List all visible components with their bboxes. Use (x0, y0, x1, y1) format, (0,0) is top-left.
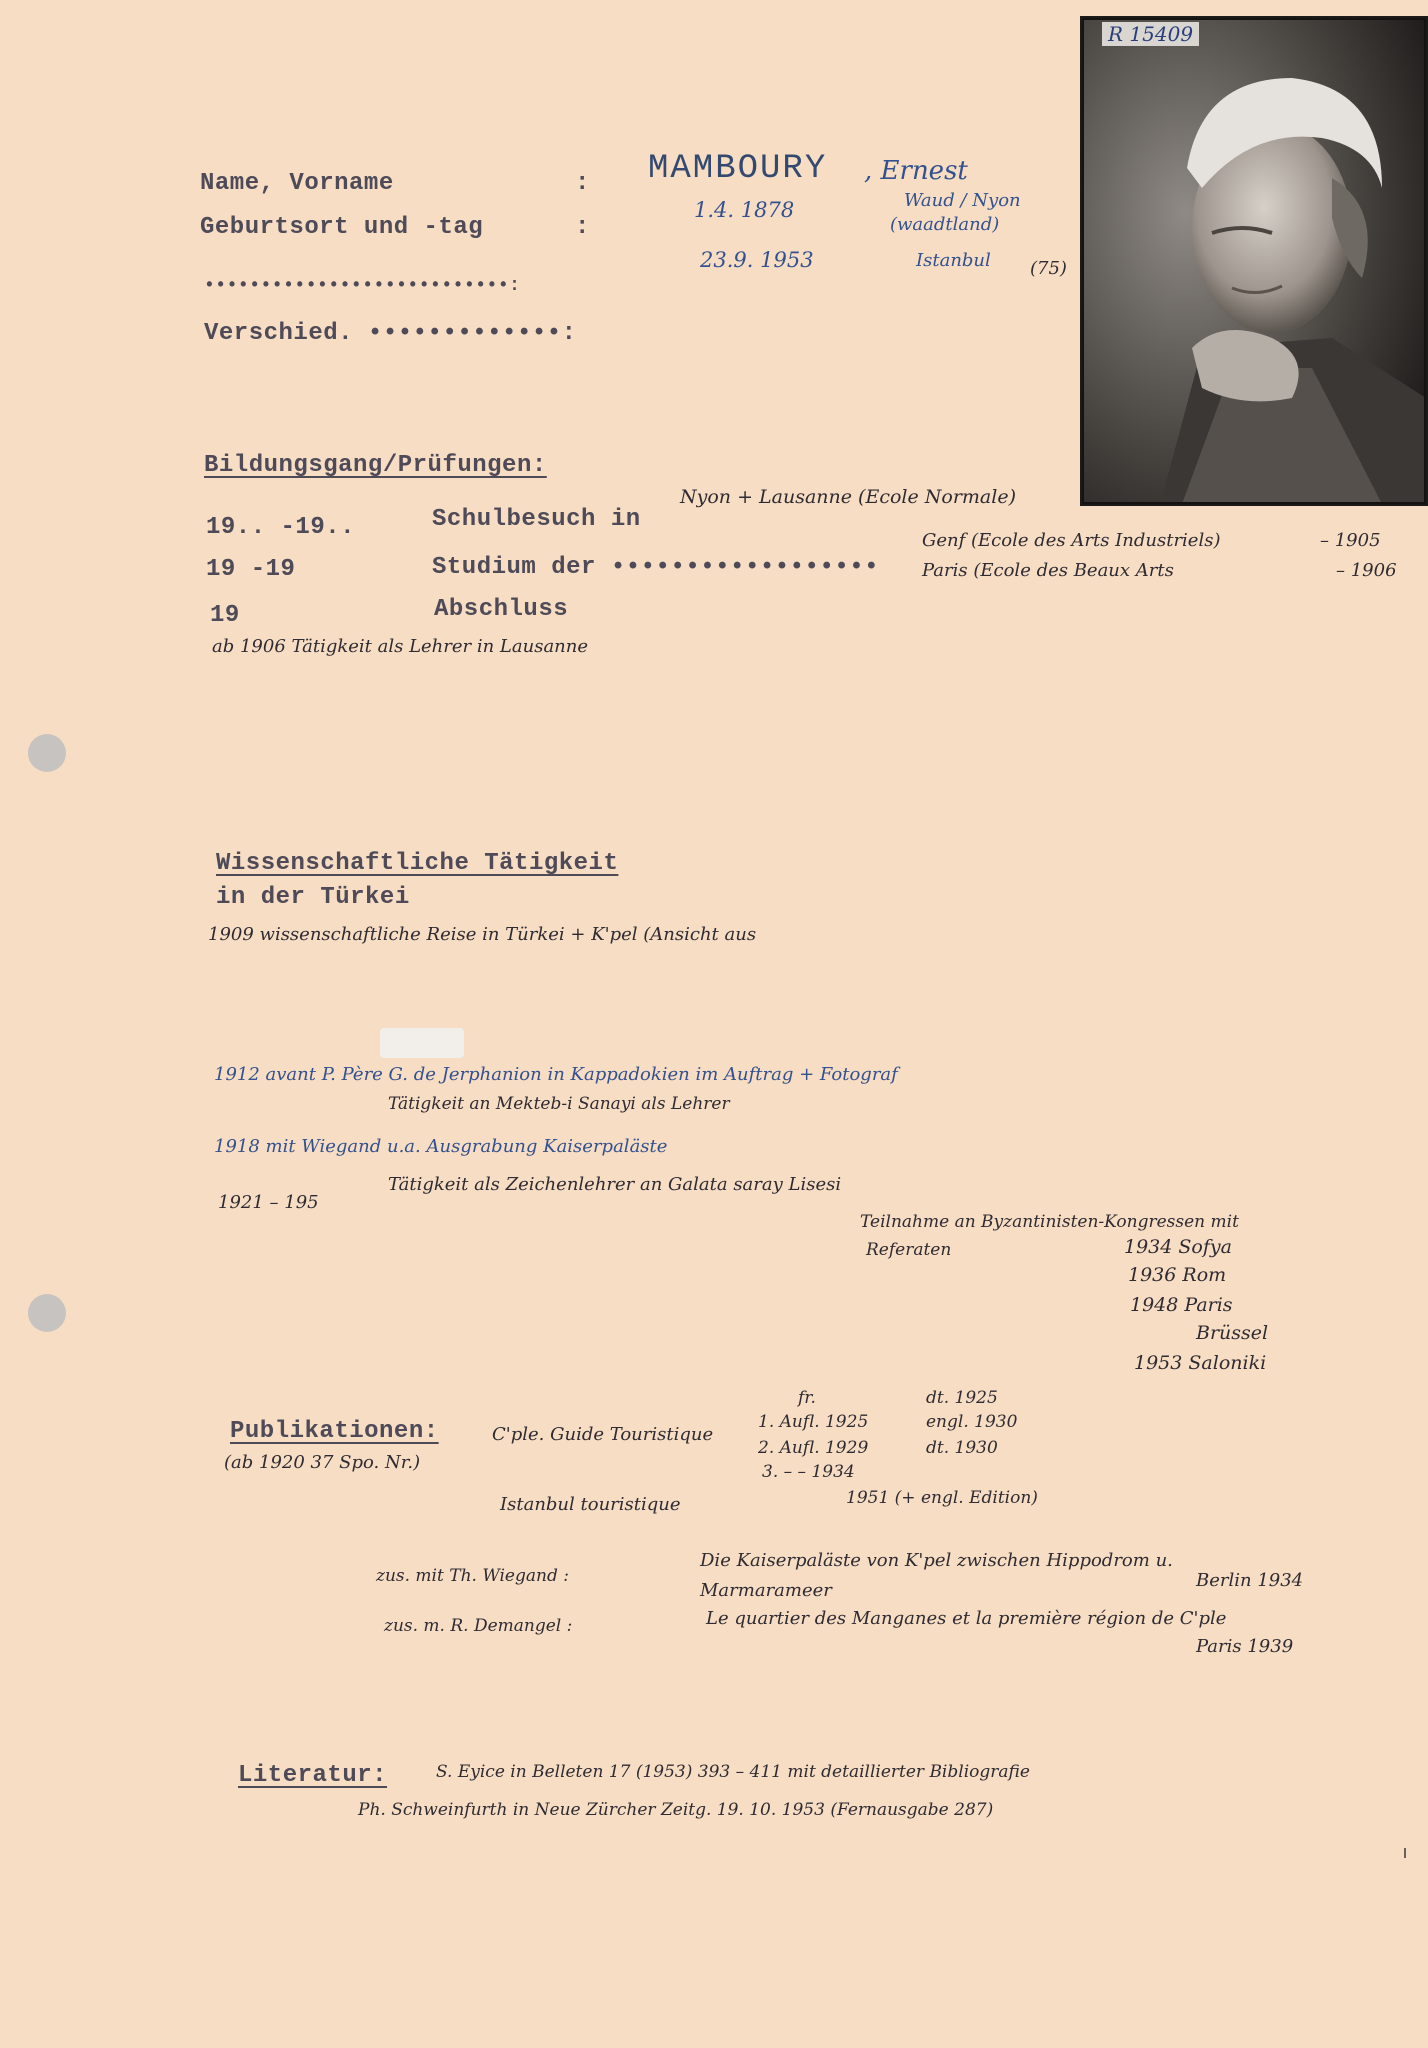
activity-subheading: in der Türkei (216, 884, 410, 911)
punch-hole-top (28, 734, 66, 772)
pub-wiegand-1: Die Kaiserpaläste von K'pel zwischen Hippodrom u. (700, 1550, 1173, 1571)
name-label: Name, Vorname (200, 170, 394, 197)
conference-1953: 1953 Saloniki (1134, 1352, 1267, 1374)
pub-fr-3: 3. – – 1934 (762, 1462, 855, 1482)
punch-hole-bottom (28, 1294, 66, 1332)
edu-year-2: 19 -19 (206, 556, 296, 583)
education-heading: Bildungsgang/Prüfungen: (204, 452, 547, 479)
edu-note: ab 1906 Tätigkeit als Lehrer in Lausanne (212, 636, 589, 657)
pub-fr-label: fr. (798, 1388, 816, 1408)
edu-year-1: 19.. -19.. (206, 514, 356, 541)
edu-label-1: Schulbesuch in (432, 506, 641, 533)
pub-de-2: engl. 1930 (926, 1412, 1018, 1432)
archive-number: R 15409 (1102, 22, 1199, 46)
study-entry-2-year: – 1906 (1336, 560, 1397, 581)
activity-1909: 1909 wissenschaftliche Reise in Türkei + K'pel (Ansicht aus (208, 924, 757, 945)
conference-1948: 1948 Paris (1130, 1294, 1233, 1316)
death-age: (75) (1030, 258, 1067, 279)
edu-label-3: Abschluss (434, 596, 569, 623)
pub-fr-1: 1. Aufl. 1925 (758, 1412, 869, 1432)
literature-schweinfurth: Ph. Schweinfurth in Neue Zürcher Zeitg. 19. 10. 1953 (Fernausgabe 287) (358, 1800, 994, 1820)
literature-eyice: S. Eyice in Belleten 17 (1953) 393 – 411 mit detaillierter Bibliografie (436, 1762, 1030, 1782)
name-colon: : (575, 170, 590, 197)
activity-1918: 1918 mit Wiegand u.a. Ausgrabung Kaiserpaläste (214, 1136, 668, 1157)
birth-place: Waud / Nyon (904, 190, 1021, 211)
birth-colon: : (575, 214, 590, 241)
publications-since: (ab 1920 37 Spo. Nr.) (224, 1452, 421, 1473)
activity-1912-b: Tätigkeit an Mekteb-i Sanayi als Lehrer (388, 1094, 730, 1114)
pencil-mark (1404, 1848, 1406, 1858)
birth-label: Geburtsort und -tag (200, 214, 484, 241)
pub-demangel-2: Paris 1939 (1196, 1636, 1294, 1657)
conference-1936: 1936 Rom (1128, 1264, 1227, 1286)
activity-1912: 1912 avant P. Père G. de Jerphanion in Kappadokien im Auftrag + Fotograf (214, 1064, 898, 1085)
edu-label-2: Studium der •••••••••••••••••• (432, 554, 880, 581)
portrait-photo (1080, 16, 1428, 506)
blank-line: •••••••••••••••••••••••••••: (204, 276, 521, 296)
pub-wiegand-2: Marmarameer (700, 1580, 832, 1601)
conference-bruessel: Brüssel (1196, 1322, 1269, 1344)
surname: MAMBOURY (648, 150, 828, 188)
pub-wiegand-label: zus. mit Th. Wiegand : (376, 1566, 569, 1586)
activity-1921: Tätigkeit als Zeichenlehrer an Galata saray Lisesi (388, 1174, 842, 1195)
death-label: Verschied. •••••••••••••: (204, 320, 577, 347)
pub-demangel-label: zus. m. R. Demangel : (384, 1616, 573, 1636)
activity-1921-years: 1921 – 195 (218, 1192, 319, 1213)
portrait-drawing (1082, 18, 1426, 504)
death-place: Istanbul (916, 250, 991, 271)
death-date: 23.9. 1953 (700, 248, 814, 272)
pub-de-1: dt. 1925 (926, 1388, 998, 1408)
correction-patch (380, 1028, 464, 1058)
study-entry-1: Genf (Ecole des Arts Industriels) (922, 530, 1221, 551)
birth-place-2: (waadtland) (890, 214, 1000, 235)
pub-de-3: dt. 1930 (926, 1438, 998, 1458)
activity-heading: Wissenschaftliche Tätigkeit (216, 850, 619, 877)
edu-year-3: 19 (210, 602, 240, 629)
school-entry: Nyon + Lausanne (Ecole Normale) (680, 486, 1016, 508)
study-entry-1-year: – 1905 (1320, 530, 1381, 551)
pub-wiegand-3: Berlin 1934 (1196, 1570, 1304, 1591)
pub-istanbul: Istanbul touristique (500, 1494, 681, 1515)
pub-demangel-1: Le quartier des Manganes et la première région de C'ple (706, 1608, 1227, 1629)
conference-intro: Teilnahme an Byzantinisten-Kongressen mit (860, 1212, 1239, 1232)
conference-intro-2: Referaten (866, 1240, 952, 1260)
birth-date: 1.4. 1878 (694, 198, 795, 222)
pub-fr-4: 1951 (+ engl. Edition) (846, 1488, 1038, 1508)
pub-fr-2: 2. Aufl. 1929 (758, 1438, 869, 1458)
firstname: , Ernest (864, 156, 968, 186)
study-entry-2: Paris (Ecole des Beaux Arts (922, 560, 1174, 581)
pub-guide: C'ple. Guide Touristique (492, 1424, 714, 1445)
literature-heading: Literatur: (238, 1762, 388, 1789)
publications-heading: Publikationen: (230, 1418, 439, 1445)
conference-1934: 1934 Sofya (1124, 1236, 1232, 1258)
